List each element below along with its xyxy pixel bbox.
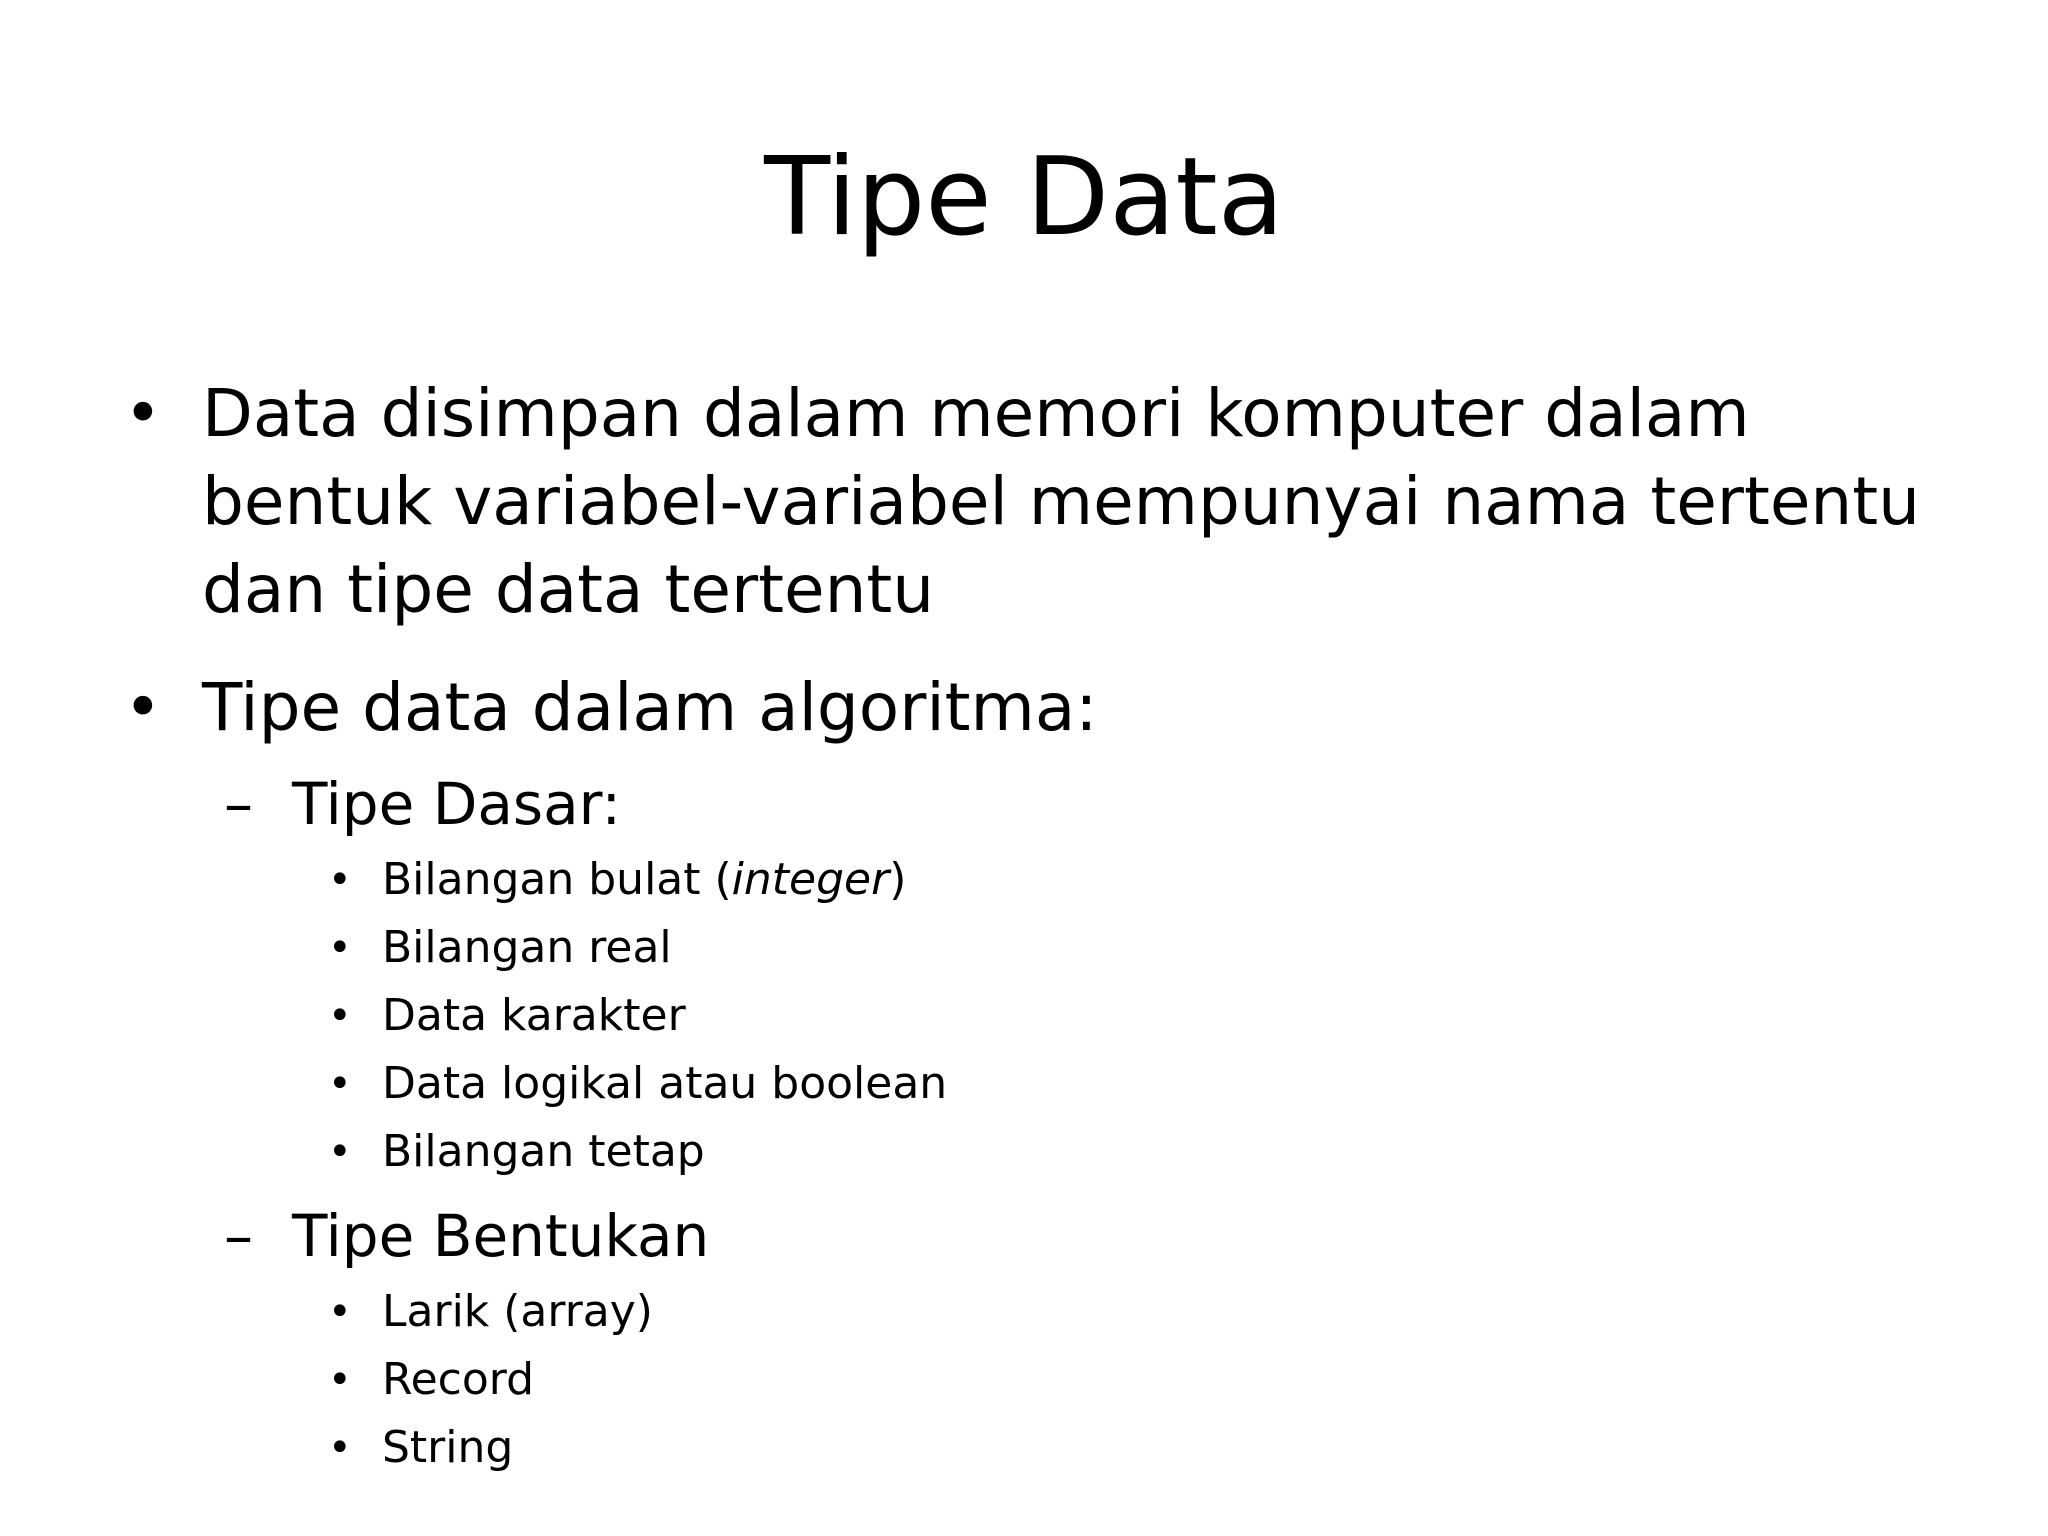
bullet-icon: • bbox=[328, 857, 352, 903]
bullet-text: Data disimpan dalam memori komputer dalam bentuk variabel-variabel mempunyai nama tertentu dan tipe data tertentu bbox=[202, 375, 1920, 628]
emphasis: integer bbox=[731, 854, 890, 905]
bullet-icon: • bbox=[124, 671, 162, 745]
list-item-text: Data logikal atau boolean bbox=[382, 1058, 948, 1109]
list-item-text: Data karakter bbox=[382, 990, 686, 1041]
bullet-icon: • bbox=[328, 1425, 352, 1471]
bullet-icon: • bbox=[124, 377, 162, 451]
sub-point-text: Tipe Dasar: bbox=[292, 770, 622, 838]
slide-title: Tipe Data bbox=[764, 135, 1284, 260]
bullet-icon: • bbox=[328, 925, 352, 971]
sub-point-text: Tipe Bentukan bbox=[292, 1202, 710, 1270]
bullet-icon: • bbox=[328, 1289, 352, 1335]
bullet-icon: • bbox=[328, 1129, 352, 1175]
dash-icon: – bbox=[224, 770, 253, 838]
bullet-icon: • bbox=[328, 1061, 352, 1107]
list-item-text: Bilangan tetap bbox=[382, 1126, 705, 1177]
bullet-text: Tipe data dalam algoritma: bbox=[202, 669, 1098, 746]
list-item-text: Larik (array) bbox=[382, 1286, 653, 1337]
list-item-text: String bbox=[382, 1422, 514, 1473]
list-item-text: Bilangan real bbox=[382, 922, 672, 973]
bullet-icon: • bbox=[328, 1357, 352, 1403]
list-item-text: Record bbox=[382, 1354, 535, 1405]
dash-icon: – bbox=[224, 1202, 253, 1270]
list-item-text: Bilangan bulat (integer) bbox=[382, 854, 907, 905]
bullet-icon: • bbox=[328, 993, 352, 1039]
